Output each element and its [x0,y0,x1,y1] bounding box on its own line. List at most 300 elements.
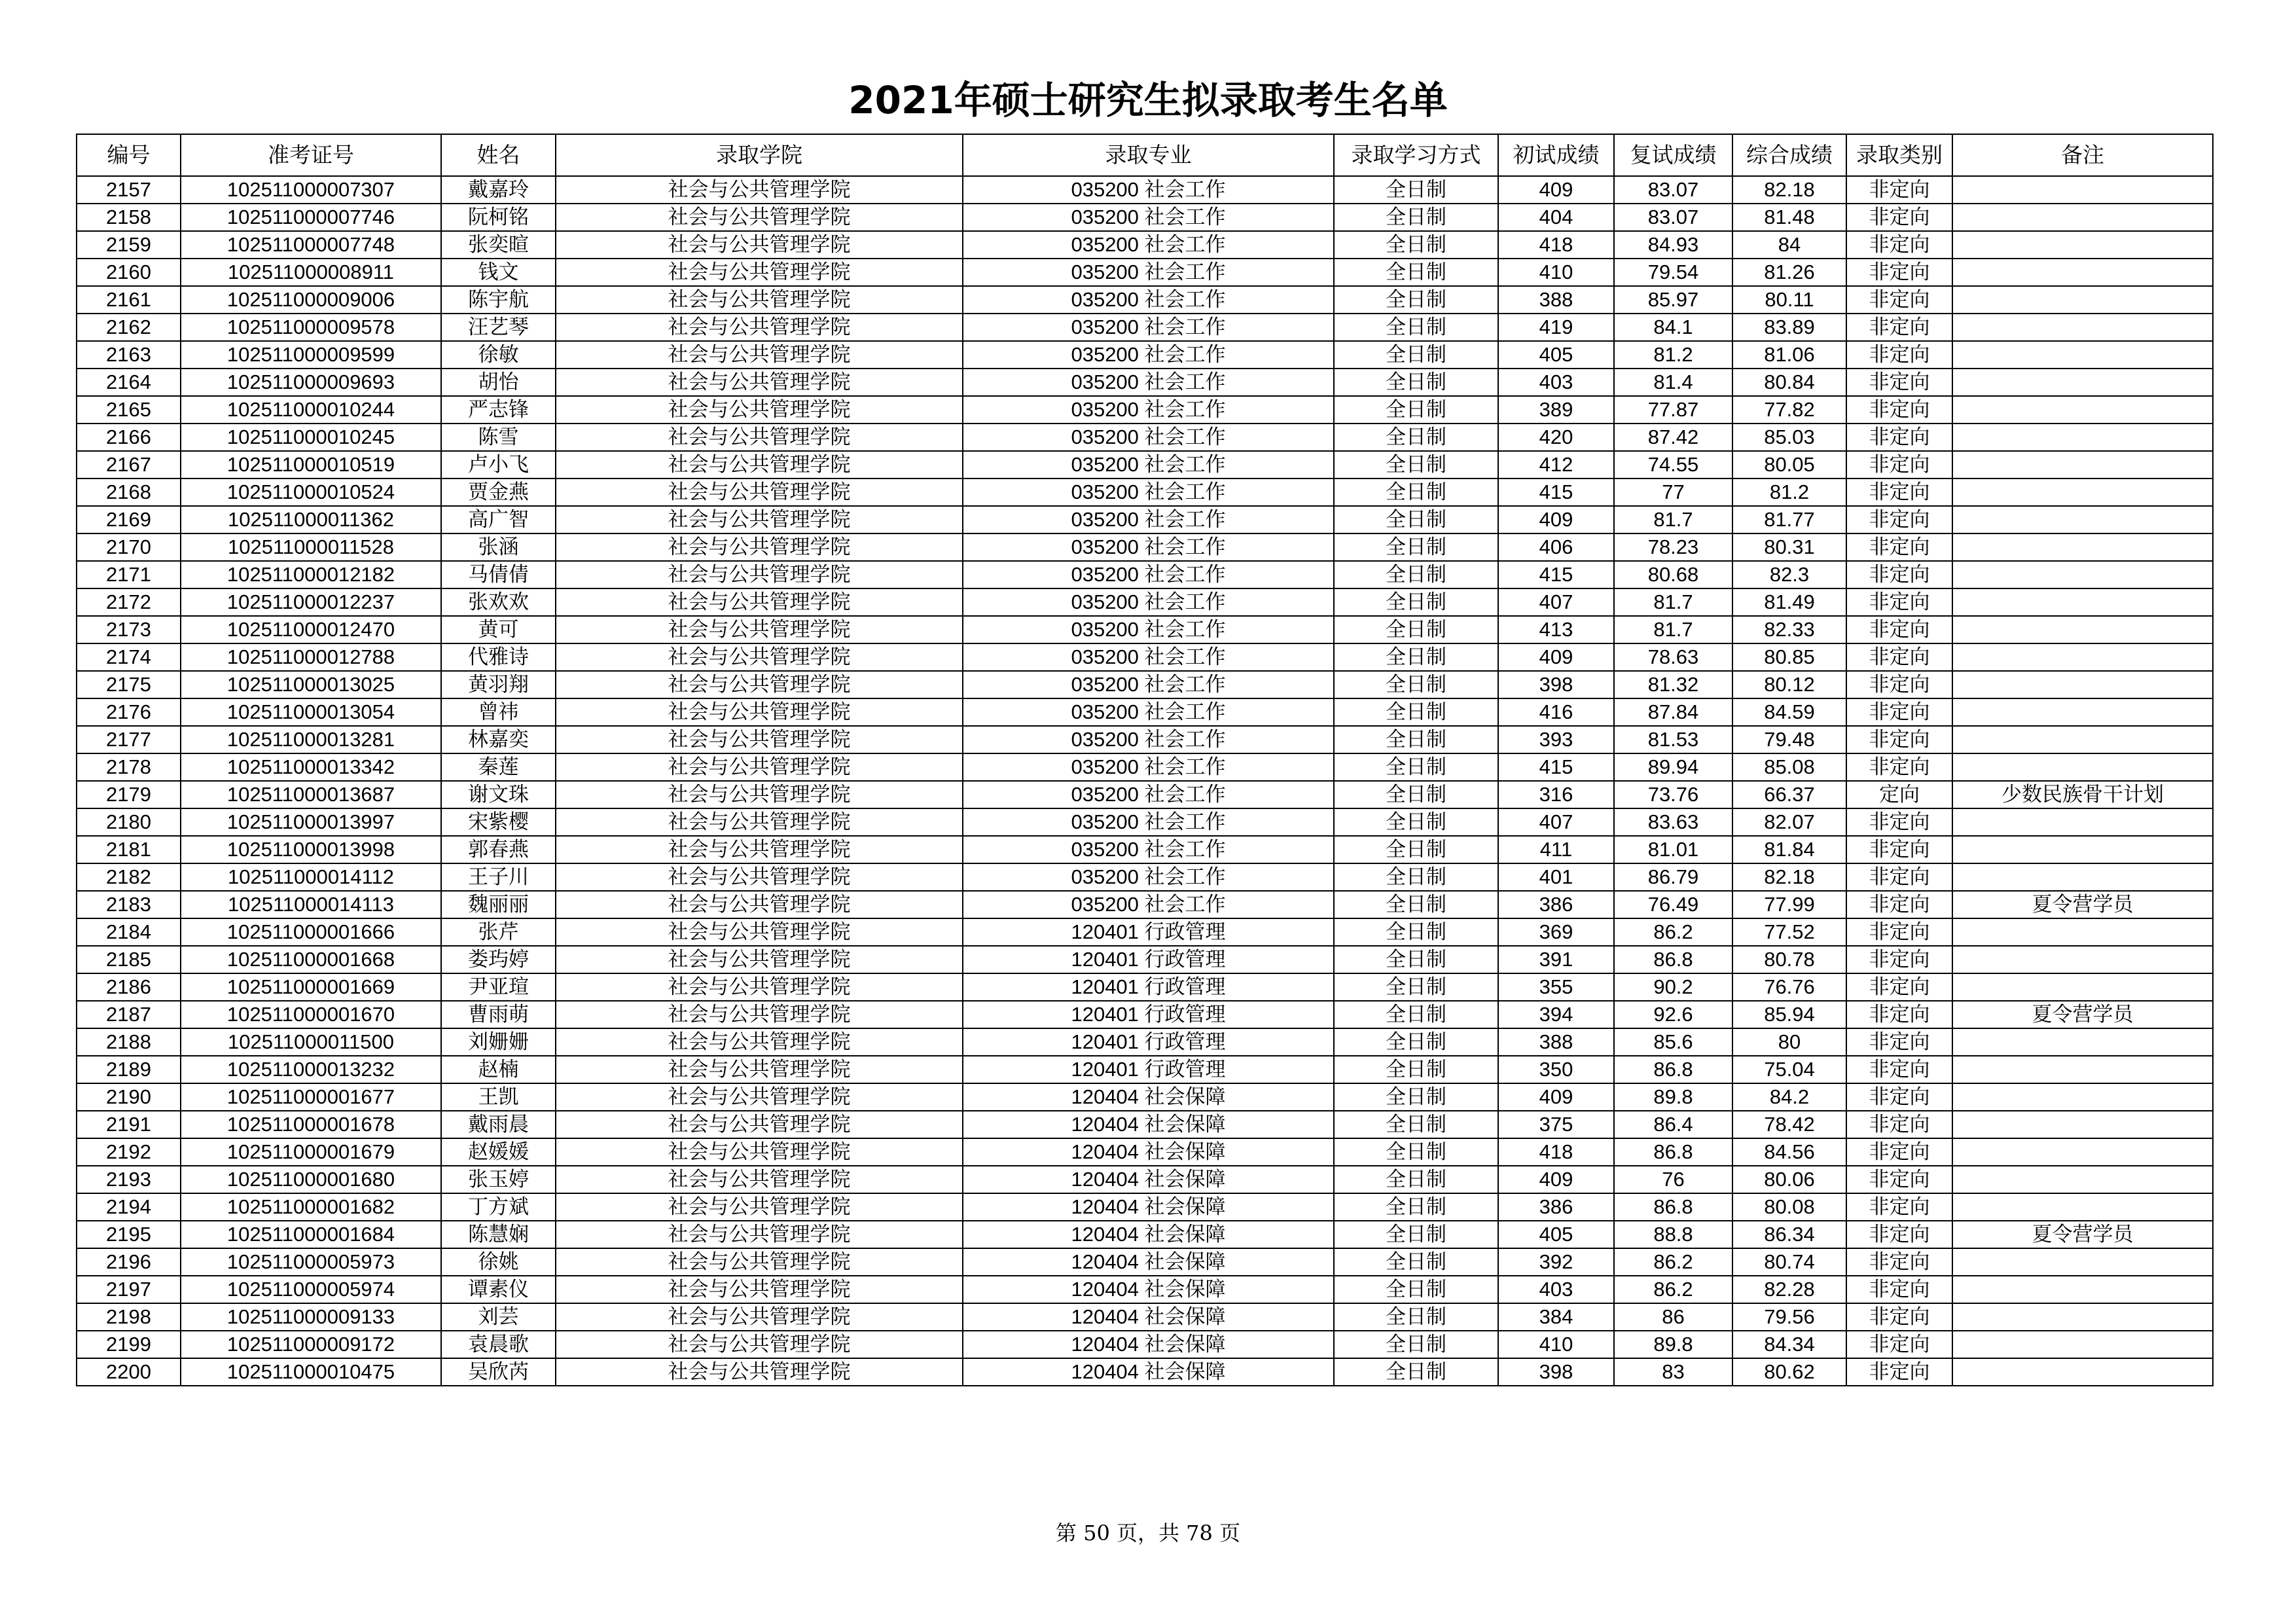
cell-major: 035200 社会工作 [963,341,1334,369]
cell-notes [1952,424,2213,451]
cell-college: 社会与公共管理学院 [556,1056,963,1083]
cell-study-mode: 全日制 [1334,698,1498,726]
table-body [77,176,2213,1386]
cell-category: 非定向 [1846,369,1952,396]
cell-exam-id: 102511000011362 [181,506,441,533]
cell-notes [1952,616,2213,643]
cell-name: 汪艺琴 [441,314,556,341]
cell-seq: 2197 [77,1276,181,1303]
cell-name: 阮柯铭 [441,204,556,231]
cell-seq: 2170 [77,533,181,561]
cell-category: 非定向 [1846,891,1952,918]
cell-retest-score: 83.63 [1614,808,1732,836]
cell-exam-id: 102511000010245 [181,424,441,451]
cell-exam-id: 102511000013054 [181,698,441,726]
table-row [77,1111,2213,1138]
cell-name: 陈宇航 [441,286,556,314]
cell-notes [1952,1111,2213,1138]
cell-notes [1952,451,2213,478]
cell-initial-score: 406 [1498,533,1614,561]
table-row [77,698,2213,726]
cell-initial-score: 389 [1498,396,1614,424]
cell-retest-score: 84.1 [1614,314,1732,341]
cell-college: 社会与公共管理学院 [556,506,963,533]
cell-exam-id: 102511000001678 [181,1111,441,1138]
cell-study-mode: 全日制 [1334,616,1498,643]
cell-retest-score: 79.54 [1614,259,1732,286]
cell-seq: 2178 [77,753,181,781]
cell-name: 秦莲 [441,753,556,781]
admission-table [76,134,2214,1386]
table-row [77,1001,2213,1028]
cell-study-mode: 全日制 [1334,726,1498,753]
cell-total-score: 80.11 [1732,286,1846,314]
cell-name: 钱文 [441,259,556,286]
cell-initial-score: 355 [1498,973,1614,1001]
cell-initial-score: 411 [1498,836,1614,863]
cell-notes [1952,1028,2213,1056]
cell-total-score: 77.82 [1732,396,1846,424]
column-header-name: 姓名 [441,134,556,176]
cell-initial-score: 403 [1498,369,1614,396]
table-row [77,1221,2213,1248]
cell-name: 宋紫樱 [441,808,556,836]
cell-total-score: 82.07 [1732,808,1846,836]
document-title: 2021年硕士研究生拟录取考生名单 [848,78,1448,122]
cell-study-mode: 全日制 [1334,259,1498,286]
cell-initial-score: 386 [1498,891,1614,918]
cell-retest-score: 76 [1614,1166,1732,1193]
cell-seq: 2160 [77,259,181,286]
cell-study-mode: 全日制 [1334,533,1498,561]
cell-study-mode: 全日制 [1334,973,1498,1001]
table-row [77,588,2213,616]
cell-total-score: 81.26 [1732,259,1846,286]
cell-exam-id: 102511000009599 [181,341,441,369]
cell-exam-id: 102511000013997 [181,808,441,836]
cell-initial-score: 409 [1498,1166,1614,1193]
cell-notes [1952,753,2213,781]
cell-retest-score: 86.8 [1614,946,1732,973]
cell-name: 戴雨晨 [441,1111,556,1138]
table-row [77,1276,2213,1303]
cell-total-score: 80.06 [1732,1166,1846,1193]
cell-exam-id: 102511000014112 [181,863,441,891]
cell-retest-score: 86.79 [1614,863,1732,891]
cell-total-score: 79.48 [1732,726,1846,753]
table-row [77,1083,2213,1111]
cell-exam-id: 102511000009006 [181,286,441,314]
cell-major: 120404 社会保障 [963,1331,1334,1358]
cell-seq: 2185 [77,946,181,973]
table-row [77,726,2213,753]
cell-retest-score: 92.6 [1614,1001,1732,1028]
cell-major: 120404 社会保障 [963,1221,1334,1248]
cell-college: 社会与公共管理学院 [556,231,963,259]
cell-notes [1952,176,2213,204]
cell-study-mode: 全日制 [1334,1166,1498,1193]
cell-retest-score: 81.32 [1614,671,1732,698]
cell-retest-score: 77.87 [1614,396,1732,424]
cell-study-mode: 全日制 [1334,1028,1498,1056]
cell-college: 社会与公共管理学院 [556,836,963,863]
cell-name: 张涵 [441,533,556,561]
cell-name: 严志锋 [441,396,556,424]
cell-retest-score: 81.01 [1614,836,1732,863]
cell-college: 社会与公共管理学院 [556,918,963,946]
cell-exam-id: 102511000013342 [181,753,441,781]
cell-exam-id: 102511000009578 [181,314,441,341]
cell-initial-score: 369 [1498,918,1614,946]
cell-retest-score: 83 [1614,1358,1732,1386]
cell-notes [1952,973,2213,1001]
cell-college: 社会与公共管理学院 [556,671,963,698]
cell-notes [1952,698,2213,726]
cell-initial-score: 404 [1498,204,1614,231]
cell-name: 张奕暄 [441,231,556,259]
column-header-seq: 编号 [77,134,181,176]
cell-exam-id: 102511000010519 [181,451,441,478]
cell-notes: 夏令营学员 [1952,1001,2213,1028]
cell-total-score: 82.18 [1732,176,1846,204]
cell-retest-score: 81.7 [1614,588,1732,616]
cell-exam-id: 102511000005974 [181,1276,441,1303]
table-row [77,1166,2213,1193]
cell-major: 035200 社会工作 [963,533,1334,561]
table-row [77,1331,2213,1358]
cell-initial-score: 398 [1498,671,1614,698]
cell-category: 非定向 [1846,863,1952,891]
cell-study-mode: 全日制 [1334,396,1498,424]
cell-college: 社会与公共管理学院 [556,533,963,561]
cell-category: 非定向 [1846,1138,1952,1166]
table-row [77,478,2213,506]
table-row [77,286,2213,314]
cell-study-mode: 全日制 [1334,1056,1498,1083]
cell-college: 社会与公共管理学院 [556,1221,963,1248]
cell-retest-score: 78.23 [1614,533,1732,561]
cell-total-score: 81.49 [1732,588,1846,616]
cell-seq: 2190 [77,1083,181,1111]
cell-notes [1952,1276,2213,1303]
cell-major: 035200 社会工作 [963,478,1334,506]
cell-name: 谢文珠 [441,781,556,808]
cell-notes [1952,1166,2213,1193]
table-row [77,973,2213,1001]
cell-major: 035200 社会工作 [963,176,1334,204]
cell-category: 非定向 [1846,1358,1952,1386]
cell-notes [1952,1248,2213,1276]
cell-college: 社会与公共管理学院 [556,424,963,451]
cell-total-score: 85.08 [1732,753,1846,781]
cell-initial-score: 415 [1498,753,1614,781]
cell-study-mode: 全日制 [1334,1358,1498,1386]
cell-initial-score: 407 [1498,588,1614,616]
cell-total-score: 81.84 [1732,836,1846,863]
table-row [77,891,2213,918]
cell-name: 曹雨萌 [441,1001,556,1028]
table-row [77,946,2213,973]
cell-initial-score: 393 [1498,726,1614,753]
cell-study-mode: 全日制 [1334,341,1498,369]
cell-seq: 2157 [77,176,181,204]
cell-major: 035200 社会工作 [963,451,1334,478]
cell-major: 120404 社会保障 [963,1193,1334,1221]
cell-major: 035200 社会工作 [963,396,1334,424]
cell-initial-score: 412 [1498,451,1614,478]
cell-notes [1952,1138,2213,1166]
cell-college: 社会与公共管理学院 [556,1276,963,1303]
cell-notes [1952,561,2213,588]
cell-total-score: 83.89 [1732,314,1846,341]
cell-initial-score: 388 [1498,1028,1614,1056]
cell-category: 非定向 [1846,286,1952,314]
cell-study-mode: 全日制 [1334,1083,1498,1111]
cell-total-score: 80.78 [1732,946,1846,973]
cell-major: 035200 社会工作 [963,808,1334,836]
cell-seq: 2191 [77,1111,181,1138]
cell-study-mode: 全日制 [1334,781,1498,808]
cell-category: 非定向 [1846,1331,1952,1358]
column-header-category: 录取类别 [1846,134,1952,176]
cell-total-score: 80.85 [1732,643,1846,671]
cell-name: 张欢欢 [441,588,556,616]
cell-study-mode: 全日制 [1334,1221,1498,1248]
cell-exam-id: 102511000001677 [181,1083,441,1111]
cell-exam-id: 102511000011528 [181,533,441,561]
cell-category: 定向 [1846,781,1952,808]
cell-college: 社会与公共管理学院 [556,286,963,314]
cell-notes [1952,671,2213,698]
cell-initial-score: 418 [1498,1138,1614,1166]
cell-notes [1952,396,2213,424]
cell-total-score: 80.08 [1732,1193,1846,1221]
cell-total-score: 79.56 [1732,1303,1846,1331]
cell-college: 社会与公共管理学院 [556,698,963,726]
cell-category: 非定向 [1846,341,1952,369]
cell-name: 贾金燕 [441,478,556,506]
table-row [77,176,2213,204]
cell-retest-score: 86.8 [1614,1193,1732,1221]
cell-total-score: 82.3 [1732,561,1846,588]
cell-study-mode: 全日制 [1334,946,1498,973]
cell-exam-id: 102511000013998 [181,836,441,863]
cell-total-score: 80.12 [1732,671,1846,698]
cell-notes [1952,918,2213,946]
cell-notes [1952,286,2213,314]
cell-name: 徐敏 [441,341,556,369]
cell-seq: 2166 [77,424,181,451]
cell-study-mode: 全日制 [1334,314,1498,341]
cell-study-mode: 全日制 [1334,643,1498,671]
cell-total-score: 82.28 [1732,1276,1846,1303]
cell-name: 曾祎 [441,698,556,726]
table-row [77,918,2213,946]
cell-category: 非定向 [1846,259,1952,286]
cell-name: 徐姚 [441,1248,556,1276]
cell-college: 社会与公共管理学院 [556,176,963,204]
cell-major: 035200 社会工作 [963,259,1334,286]
table-row [77,1056,2213,1083]
cell-total-score: 80.74 [1732,1248,1846,1276]
cell-category: 非定向 [1846,176,1952,204]
cell-study-mode: 全日制 [1334,451,1498,478]
cell-notes [1952,726,2213,753]
cell-initial-score: 398 [1498,1358,1614,1386]
table-row [77,671,2213,698]
cell-seq: 2183 [77,891,181,918]
table-row [77,808,2213,836]
cell-college: 社会与公共管理学院 [556,1111,963,1138]
cell-exam-id: 102511000014113 [181,891,441,918]
cell-major: 120401 行政管理 [963,918,1334,946]
cell-seq: 2195 [77,1221,181,1248]
table-row [77,533,2213,561]
cell-initial-score: 415 [1498,561,1614,588]
cell-total-score: 85.03 [1732,424,1846,451]
cell-retest-score: 85.97 [1614,286,1732,314]
cell-college: 社会与公共管理学院 [556,1001,963,1028]
cell-major: 120404 社会保障 [963,1166,1334,1193]
cell-notes [1952,863,2213,891]
cell-notes [1952,533,2213,561]
cell-name: 戴嘉玲 [441,176,556,204]
cell-retest-score: 83.07 [1614,176,1732,204]
cell-seq: 2179 [77,781,181,808]
cell-notes: 夏令营学员 [1952,891,2213,918]
cell-seq: 2173 [77,616,181,643]
cell-total-score: 82.33 [1732,616,1846,643]
cell-exam-id: 102511000010524 [181,478,441,506]
cell-college: 社会与公共管理学院 [556,588,963,616]
cell-notes [1952,836,2213,863]
cell-name: 林嘉奕 [441,726,556,753]
table-row [77,424,2213,451]
cell-name: 王凯 [441,1083,556,1111]
cell-seq: 2161 [77,286,181,314]
cell-total-score: 77.99 [1732,891,1846,918]
cell-notes: 少数民族骨干计划 [1952,781,2213,808]
cell-major: 120401 行政管理 [963,973,1334,1001]
cell-college: 社会与公共管理学院 [556,1193,963,1221]
cell-retest-score: 81.7 [1614,616,1732,643]
cell-major: 035200 社会工作 [963,204,1334,231]
cell-seq: 2164 [77,369,181,396]
cell-seq: 2199 [77,1331,181,1358]
cell-initial-score: 410 [1498,1331,1614,1358]
table-row [77,781,2213,808]
column-header-major: 录取专业 [963,134,1334,176]
cell-initial-score: 384 [1498,1303,1614,1331]
cell-initial-score: 388 [1498,286,1614,314]
table-row [77,561,2213,588]
cell-college: 社会与公共管理学院 [556,1358,963,1386]
table-row [77,753,2213,781]
cell-category: 非定向 [1846,973,1952,1001]
cell-initial-score: 316 [1498,781,1614,808]
cell-major: 120404 社会保障 [963,1083,1334,1111]
cell-retest-score: 87.84 [1614,698,1732,726]
cell-major: 120404 社会保障 [963,1276,1334,1303]
cell-name: 黄可 [441,616,556,643]
cell-notes [1952,1056,2213,1083]
cell-seq: 2188 [77,1028,181,1056]
cell-category: 非定向 [1846,1056,1952,1083]
table-row [77,1193,2213,1221]
cell-major: 120401 行政管理 [963,1001,1334,1028]
cell-study-mode: 全日制 [1334,1001,1498,1028]
cell-college: 社会与公共管理学院 [556,973,963,1001]
cell-major: 035200 社会工作 [963,616,1334,643]
cell-study-mode: 全日制 [1334,1248,1498,1276]
column-header-initial-score: 初试成绩 [1498,134,1614,176]
cell-study-mode: 全日制 [1334,204,1498,231]
cell-exam-id: 102511000013281 [181,726,441,753]
cell-exam-id: 102511000009133 [181,1303,441,1331]
cell-study-mode: 全日制 [1334,286,1498,314]
cell-study-mode: 全日制 [1334,1331,1498,1358]
cell-seq: 2158 [77,204,181,231]
cell-retest-score: 81.53 [1614,726,1732,753]
cell-college: 社会与公共管理学院 [556,259,963,286]
cell-major: 120401 行政管理 [963,946,1334,973]
cell-retest-score: 81.4 [1614,369,1732,396]
table-row [77,1138,2213,1166]
cell-retest-score: 73.76 [1614,781,1732,808]
cell-seq: 2189 [77,1056,181,1083]
cell-retest-score: 86.2 [1614,1248,1732,1276]
cell-total-score: 84.34 [1732,1331,1846,1358]
cell-college: 社会与公共管理学院 [556,616,963,643]
column-header-study-mode: 录取学习方式 [1334,134,1498,176]
cell-name: 刘芸 [441,1303,556,1331]
cell-initial-score: 392 [1498,1248,1614,1276]
cell-name: 黄羽翔 [441,671,556,698]
cell-name: 王子川 [441,863,556,891]
cell-notes [1952,946,2213,973]
cell-college: 社会与公共管理学院 [556,561,963,588]
cell-exam-id: 102511000001670 [181,1001,441,1028]
cell-initial-score: 375 [1498,1111,1614,1138]
cell-study-mode: 全日制 [1334,561,1498,588]
cell-notes [1952,369,2213,396]
cell-retest-score: 80.68 [1614,561,1732,588]
cell-retest-score: 90.2 [1614,973,1732,1001]
cell-notes [1952,1331,2213,1358]
cell-study-mode: 全日制 [1334,1276,1498,1303]
cell-seq: 2172 [77,588,181,616]
cell-initial-score: 409 [1498,1083,1614,1111]
cell-category: 非定向 [1846,314,1952,341]
cell-category: 非定向 [1846,1111,1952,1138]
cell-category: 非定向 [1846,836,1952,863]
cell-major: 120404 社会保障 [963,1111,1334,1138]
cell-study-mode: 全日制 [1334,424,1498,451]
cell-seq: 2186 [77,973,181,1001]
cell-study-mode: 全日制 [1334,863,1498,891]
cell-major: 035200 社会工作 [963,561,1334,588]
cell-total-score: 82.18 [1732,863,1846,891]
cell-major: 035200 社会工作 [963,588,1334,616]
cell-seq: 2193 [77,1166,181,1193]
cell-study-mode: 全日制 [1334,1111,1498,1138]
cell-initial-score: 419 [1498,314,1614,341]
cell-name: 代雅诗 [441,643,556,671]
cell-category: 非定向 [1846,451,1952,478]
table-row [77,451,2213,478]
cell-study-mode: 全日制 [1334,1193,1498,1221]
cell-college: 社会与公共管理学院 [556,1331,963,1358]
